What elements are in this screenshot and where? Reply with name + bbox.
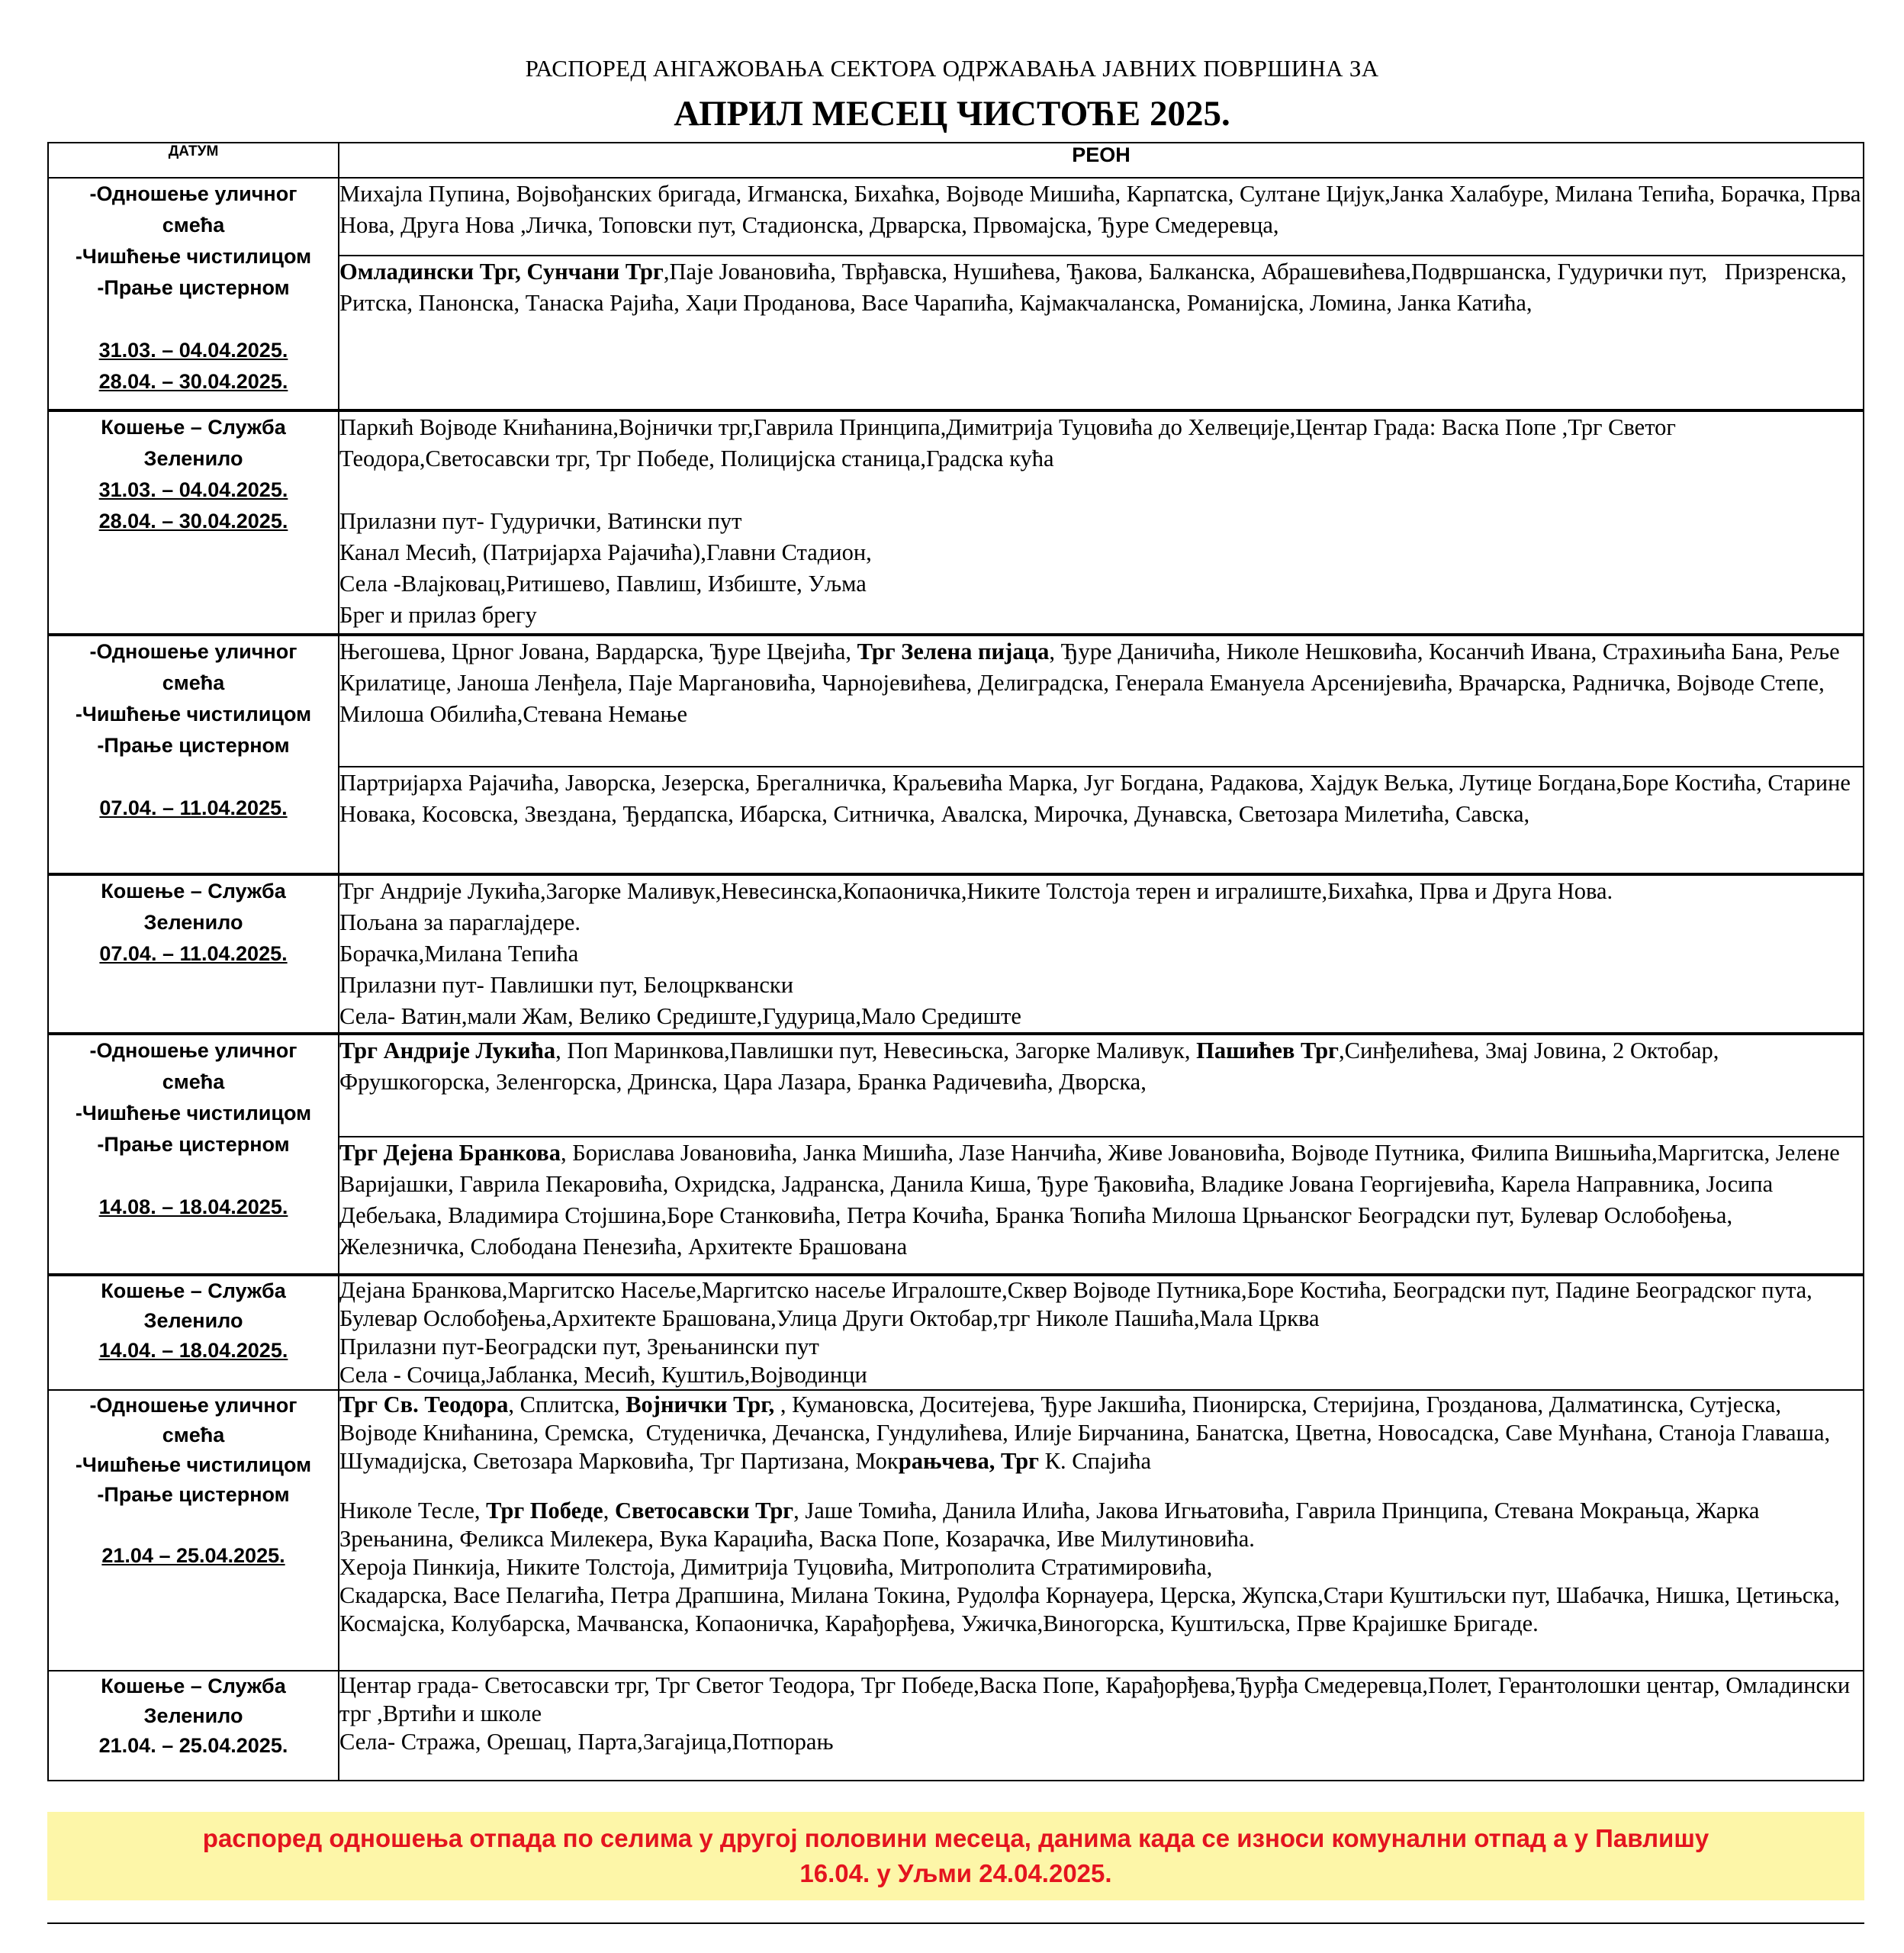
street-list: , Сплитска,: [508, 1392, 626, 1417]
street-list: Николе Тесле,: [339, 1498, 487, 1523]
table-row: [48, 1034, 1864, 1137]
street-list: Михајла Пупина, Војвођанских бригада, Игманска, Бихаћка, Војводе Мишића, Карпатска, Султане Цијук,Јанка Халабуре, Милана Тепића, Борачка, Прва Нова, Друга Нова ,Личка, Топовски пут, Стадионска, Дрварска, Првомајска, Ђуре Смедеревца,: [339, 181, 1867, 238]
location-line: Трг Андрије Лукића,Загорке Маливук,Невесинска,Копаоничка,Никите Толстоја терен и игралиште,Бихаћка, Прва и Друга Нова.: [339, 878, 1613, 904]
task-label: -Прање цистерном: [97, 1133, 290, 1156]
location-line: Канал Месић, (Патријарха Рајачића),Главни Стадион,: [339, 539, 872, 565]
schedule-table: [47, 142, 1867, 1781]
task-label: Зеленило: [143, 1704, 243, 1727]
location-line: Села- Стража, Орешац, Парта,Загајица,Потпорањ: [339, 1729, 834, 1755]
task-label: -Прање цистерном: [97, 276, 290, 299]
notice-line: 16.04. у Уљми 24.04.2025.: [799, 1859, 1112, 1887]
table-row: [48, 410, 1864, 635]
street-paragraph: [339, 1391, 1863, 1475]
street-list: К. Спајића: [1038, 1448, 1151, 1474]
street-list: , Кумановска, Доситејева, Ђуре Јакшића, Пионирска, Стеријина, Грозданова, Далматинска, Сутјеска, Војводе Книћанина, Сремска, Студеничка, Дечанска, Гундулићева, Илије Бирчанина, Банатска, Цветна, Новосадска, Саве Мунћана, Станоја Главаша, Шумадијска, Светозара Марковића, Трг Партизана, Мок: [339, 1392, 1836, 1474]
location-line: Прилазни пут- Павлишки пут, Белоцрквански: [339, 972, 794, 998]
reon-cell: [339, 256, 1864, 410]
table-row: [48, 1390, 1864, 1671]
date-cell: [48, 635, 339, 874]
date-cell: [48, 178, 339, 410]
date-cell: [48, 874, 339, 1034]
reon-cell: [339, 178, 1867, 256]
task-label: Кошење – Служба: [101, 880, 286, 902]
square-names: Војнички Трг,: [626, 1392, 775, 1417]
street-list: ,Синђелићева, Змај Јовина, 2 Октобар, Фрушкогорска, Зеленгорска, Дринска, Цара Лазара, Бранка Радичевића, Дворска,: [339, 1038, 1731, 1095]
location-line: Брег и прилаз брегу: [339, 602, 537, 628]
reon-cell: [339, 874, 1864, 1034]
date-range: 07.04. – 11.04.2025.: [99, 796, 288, 819]
street-paragraph: [339, 1497, 1863, 1553]
street-list: ,Паје Јовановића, Тврђавска, Нушићева, Ђакова, Балканска, Абрашевићева,Подвршанска, Гудурички пут, Призренска, Ритска, Панонска, Танаска Рајића, Хаџи Проданова, Васе Чарапића, Кајмакчаланска, Романијска, Ломина, Јанка Катића,: [339, 259, 1853, 316]
task-label: -Чишћење чистилицом: [75, 703, 312, 726]
square-names: рањчева, Трг: [898, 1448, 1039, 1474]
reon-cell: [339, 1275, 1864, 1390]
location-line: Села- Ватин,мали Жам, Велико Средиште,Гудурица,Мало Средиште: [339, 1003, 1021, 1029]
table-row: [48, 635, 1864, 767]
date-range: 28.04. – 30.04.2025.: [98, 370, 288, 393]
task-label: -Прање цистерном: [97, 1483, 290, 1506]
square-names: Омладински Трг, Сунчани Трг: [339, 259, 664, 285]
location-line: Села -Влајковац,Ритишево, Павлиш, Избиште, Уљма: [339, 571, 867, 597]
date-range: 14.08. – 18.04.2025.: [98, 1195, 288, 1218]
street-paragraph: Хероја Пинкија, Никите Толстоја, Димитрија Туцовића, Митрополита Стратимировића,: [339, 1554, 1213, 1580]
reon-cell: [339, 635, 1864, 767]
location-line: Прилазни пут-Београдски пут, Зрењанински пут: [339, 1334, 819, 1359]
task-label: -Одношење уличног: [89, 640, 298, 663]
date-range: 31.03. – 04.04.2025.: [98, 478, 288, 501]
table-row: [48, 874, 1864, 1034]
street-list: , Ђуре Даничића, Николе Нешковића, Косанчић Ивана, Страхињића Бана, Реље Крилатице, Јаноша Ленђела, Паје Маргановића, Чарнојевићева, Делиградска, Генерала Емануела Арсенијевића, Врачарска, Радничка, Војводе Степе, Милоша Обилића,Стевана Немање: [339, 639, 1846, 727]
date-range: 28.04. – 30.04.2025.: [98, 510, 288, 532]
location-line: Борачка,Милана Тепића: [339, 941, 579, 967]
task-label: -Чишћење чистилицом: [75, 245, 312, 268]
task-label: смећа: [162, 214, 225, 236]
square-names: Трг Св. Теодора: [339, 1392, 509, 1417]
street-paragraph: Скадарска, Васе Пелагића, Петра Драпшина, Милана Токина, Рудолфа Корнауера, Церска, Жупска,Стари Куштиљски пут, Шабачка, Нишка, Цетињска, Космајска, Колубарска, Мачванска, Копаоничка, Карађорђева, Ужичка,Виногорска, Куштиљска, Прве Крајишке Бригаде.: [339, 1582, 1846, 1636]
square-names: Пашићев Трг: [1196, 1038, 1339, 1063]
task-label: -Чишћење чистилицом: [75, 1102, 312, 1125]
task-label: -Одношење уличног: [89, 1394, 298, 1417]
date-range: 14.04. – 18.04.2025.: [98, 1339, 288, 1362]
column-header-date: ДАТУМ: [48, 143, 339, 178]
street-list: Његошева, Црног Јована, Вардарска, Ђуре Цвејића,: [339, 639, 857, 664]
task-label: Кошење – Служба: [101, 416, 286, 439]
task-label: Зеленило: [143, 447, 243, 470]
reon-cell: [339, 1137, 1864, 1275]
notice-line: распоред одношења отпада по селима у другој половини месеца, данима када се износи комунални отпад а у Павлишу: [202, 1824, 1709, 1852]
reon-cell: [339, 1671, 1864, 1781]
date-cell: [48, 410, 339, 635]
street-list: , Поп Маринкова,Павлишки пут, Невесињска, Загорке Маливук,: [555, 1038, 1197, 1063]
task-label: -Одношење уличног: [89, 182, 298, 205]
street-list: Партријарха Рајачића, Јаворска, Језерска, Брегалничка, Краљевића Марка, Југ Богдана, Радакова, Хајдук Вељка, Лутице Богдана,Боре Костића, Старине Новака, Косовска, Звездана, Ђердапска, Ибарска, Ситничка, Авалска, Мирочка, Дунавска, Светозара Милетића, Савска,: [339, 770, 1857, 827]
street-list: , Борислава Јовановића, Јанка Мишића, Лазе Нанчића, Живе Јовановића, Војводе Путника, Филипа Вишњића,Маргитска, Јелене Варијашки, Гаврила Пекаровића, Охридска, Јадранска, Данила Киша, Ђуре Ђаковића, Владике Јована Георгијевића, Карела Направника, Јосипа Дебељака, Владимира Стојшина,Боре Станковића, Петра Кочића, Бранка Ћопића Милоша Црњанског Београдски пут, Булевар Ослобођења, Железничка, Слободана Пенезића, Архитекте Брашована: [339, 1140, 1846, 1260]
task-label: смећа: [162, 1070, 225, 1093]
table-row: [48, 1275, 1864, 1390]
bottom-divider: [47, 1922, 1864, 1924]
square-names: Светосавски Трг: [614, 1498, 794, 1523]
reon-cell: [339, 767, 1864, 874]
location-line: Паркић Војводе Книћанина,Војнички трг,Гаврила Принципа,Димитрија Туцовића до Хелвеције,Центар Града: Васка Попе ,Трг Светог Теодора,Светосавски трг, Трг Победе, Полицијска станица,Градска кућа: [339, 414, 1682, 471]
date-range: 21.04 – 25.04.2025.: [101, 1544, 285, 1567]
square-names: Трг Зелена пијаца: [857, 639, 1050, 664]
task-label: Зеленило: [143, 1309, 243, 1332]
square-names: Трг Дејена Бранкова: [339, 1140, 561, 1166]
task-label: смећа: [162, 671, 225, 694]
document-supertitle: РАСПОРЕД АНГАЖОВАЊА СЕКТОРА ОДРЖАВАЊА ЈАВНИХ ПОВРШИНА ЗА: [525, 55, 1379, 82]
task-label: -Чишћење чистилицом: [75, 1453, 312, 1476]
street-list: ,: [603, 1498, 615, 1523]
date-cell: [48, 1275, 339, 1390]
street-list: , Јаше Томића, Данила Илића, Јакова Игњатовића, Гаврила Принципа, Стевана Мокрањца, Жарка Зрењанина, Феликса Милекера, Вука Караџића, Васка Попе, Козарачка, Иве Милутиновића.: [339, 1498, 1765, 1552]
location-line: Села - Сочица,Јабланка, Месић, Куштиљ,Војводинци: [339, 1362, 867, 1388]
village-waste-notice: [47, 1812, 1864, 1900]
task-label: Кошење – Служба: [101, 1675, 286, 1697]
table-row: [48, 178, 1864, 256]
task-label: -Прање цистерном: [97, 734, 290, 757]
location-line: Пољана за параглајдере.: [339, 909, 581, 935]
task-label: смећа: [162, 1424, 225, 1446]
location-line: Дејана Бранкова,Маргитско Насеље,Маргитско насеље Игралоште,Сквер Војводе Путника,Боре Костића, Београдски пут, Падине Београдског пута, Булевар Ослобођења,Архитекте Брашована,Улица Други Октобар,трг Николе Пашића,Мала Црква: [339, 1277, 1819, 1331]
reon-cell: [339, 1390, 1864, 1671]
date-cell: [48, 1671, 339, 1781]
square-names: Трг Андрије Лукића: [339, 1038, 556, 1063]
task-label: Кошење – Служба: [101, 1279, 286, 1302]
date-range: 07.04. – 11.04.2025.: [99, 942, 288, 965]
column-header-reon: РЕОН: [339, 143, 1864, 178]
task-label: Зеленило: [143, 911, 243, 934]
table-header-row: [48, 143, 1864, 178]
reon-cell: [339, 1034, 1864, 1137]
date-cell: [48, 1034, 339, 1275]
document-title: АПРИЛ МЕСЕЦ ЧИСТОЋЕ 2025.: [674, 94, 1230, 134]
location-line: Прилазни пут- Гудурички, Ватински пут: [339, 508, 742, 534]
task-label: -Одношење уличног: [89, 1039, 298, 1062]
reon-cell: [339, 410, 1864, 635]
location-line: Центар града- Светосавски трг, Трг Светог Теодора, Трг Победе,Васка Попе, Карађорђева,Ђурђа Смедеревца,Полет, Герантолошки центар, Омладински трг ,Вртићи и школе: [339, 1672, 1856, 1726]
date-range: 21.04. – 25.04.2025.: [98, 1734, 288, 1757]
date-cell: [48, 1390, 339, 1671]
table-row: [48, 1671, 1864, 1781]
square-names: Трг Победе: [486, 1498, 603, 1523]
date-range: 31.03. – 04.04.2025.: [98, 339, 288, 362]
